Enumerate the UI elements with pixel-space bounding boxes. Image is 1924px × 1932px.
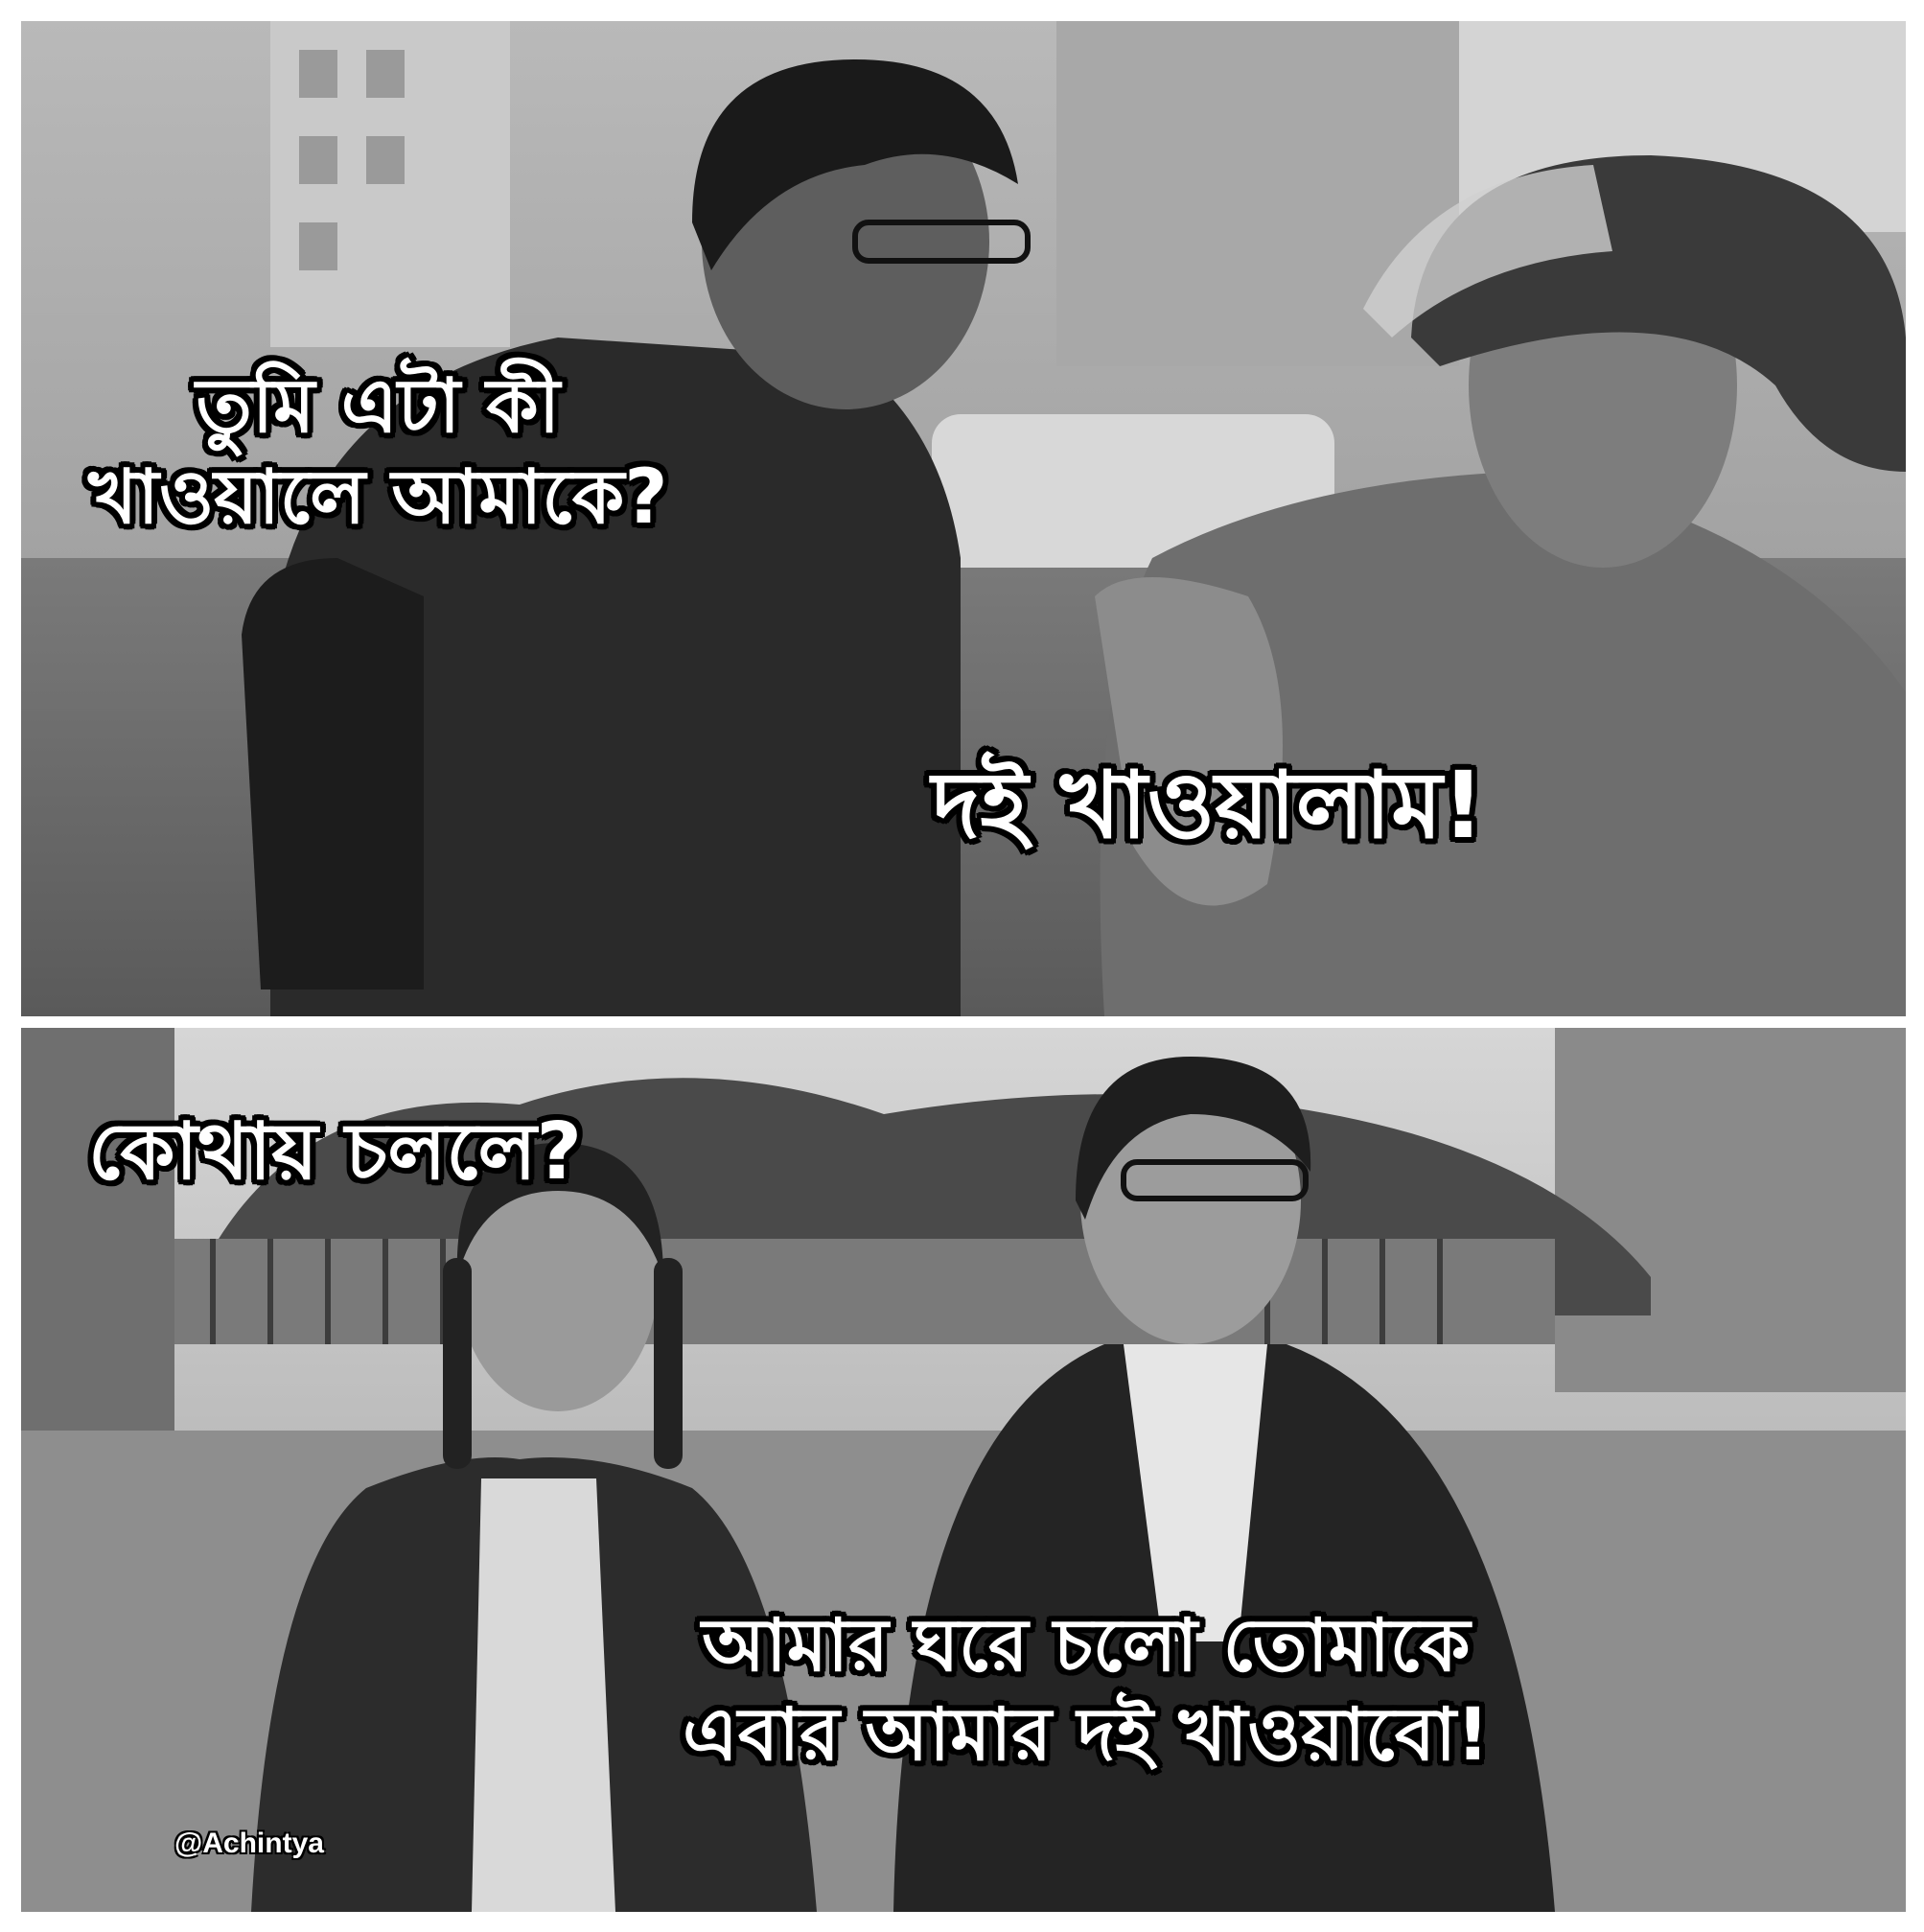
bottom-panel	[21, 1028, 1906, 1912]
building-window	[299, 50, 337, 98]
building-window	[366, 50, 405, 98]
building-window	[299, 222, 337, 270]
fence	[174, 1239, 1555, 1344]
bottom-question-caption: কোথায় চললে?	[88, 1106, 583, 1198]
building-window	[299, 136, 337, 184]
bottom-answer-caption	[683, 1601, 1490, 1779]
girl-braid	[443, 1258, 472, 1469]
girl-shirt	[472, 1478, 615, 1912]
caption-line: খাওয়ালে আমাকে?	[88, 454, 668, 542]
caption-line: এবার আমার দই খাওয়াবো!	[683, 1690, 1490, 1777]
girl-braid	[654, 1258, 683, 1469]
caption-line: তুমি এটা কী	[196, 363, 561, 450]
building-right	[1555, 1028, 1906, 1392]
top-panel	[21, 21, 1906, 1016]
building-window	[366, 136, 405, 184]
backpack	[242, 558, 424, 989]
top-question-caption	[88, 361, 668, 544]
watermark: @Achintya	[174, 1827, 324, 1859]
wall-left	[21, 1028, 174, 1431]
caption-line: আমার ঘরে চলো তোমাকে	[702, 1602, 1471, 1688]
top-answer-caption: দই খাওয়ালাম!	[932, 752, 1485, 859]
